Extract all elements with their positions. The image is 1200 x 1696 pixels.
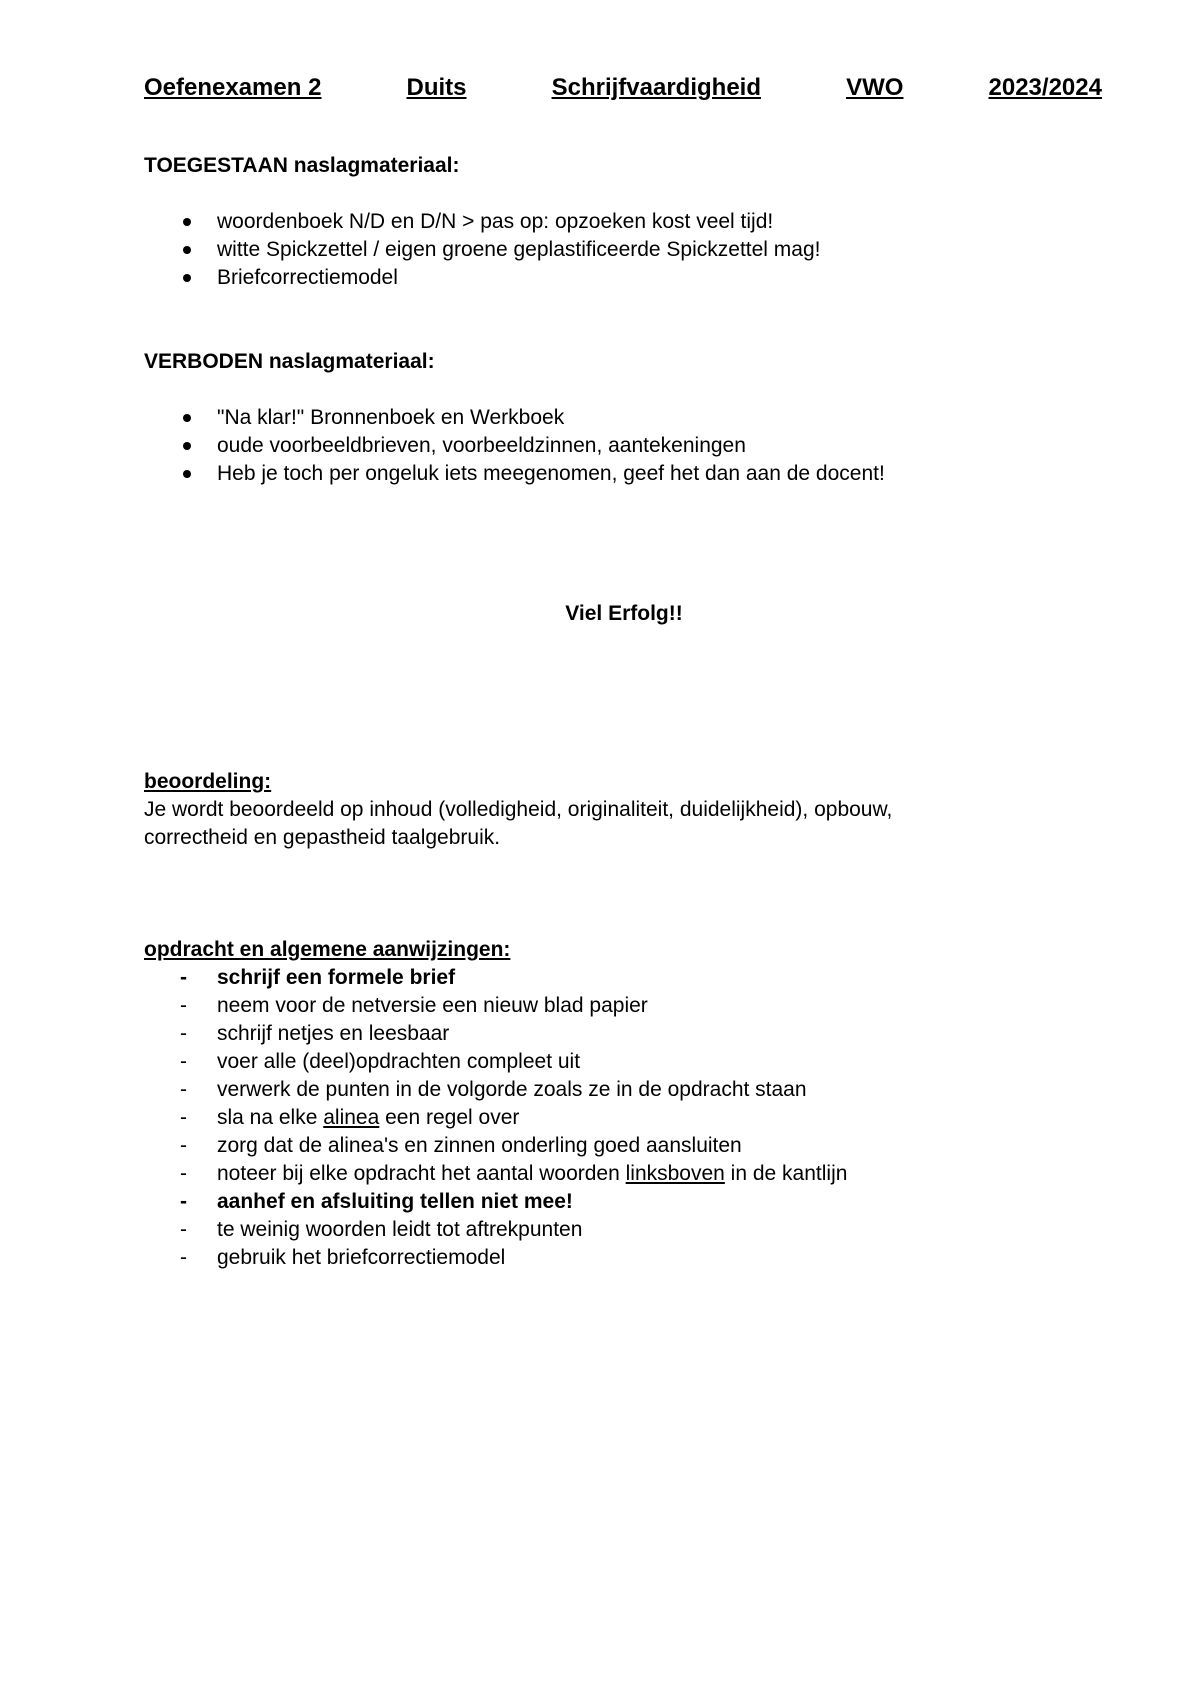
list-item (144, 1160, 1104, 1188)
title-skill: Schrijfvaardigheid (551, 74, 761, 101)
list-item: - zorg dat de alinea's en zinnen onderling goed aansluiten (144, 1132, 1104, 1160)
list-item: - neem voor de netversie een nieuw blad papier (144, 992, 1104, 1020)
list-item: Heb je toch per ongeluk iets meegenomen, geef het dan aan de docent! (144, 460, 1104, 488)
document-page (144, 70, 1104, 1272)
allowed-list (144, 208, 1104, 292)
underlined-word: linksboven (625, 1162, 725, 1185)
list-item: - te weinig woorden leidt tot aftrekpunten (144, 1216, 1104, 1244)
title-level: VWO (846, 74, 904, 101)
title-exam: Oefenexamen 2 (144, 74, 322, 101)
title-subject: Duits (406, 74, 467, 101)
assessment-text-line: Je wordt beoordeeld op inhoud (volledigheid, originaliteit, duidelijkheid), opbouw, (144, 798, 893, 821)
document-title (144, 70, 1102, 106)
assessment-text-line: correctheid en gepastheid taalgebruik. (144, 826, 501, 849)
list-item: - gebruik het briefcorrectiemodel (144, 1244, 1104, 1272)
item-text: een regel over (379, 1106, 520, 1129)
item-text: noteer bij elke opdracht het aantal woorden (217, 1162, 626, 1185)
forbidden-list (144, 404, 1104, 488)
list-item (144, 1104, 1104, 1132)
list-item: woordenboek N/D en D/N > pas op: opzoeken kost veel tijd! (144, 208, 1104, 236)
title-year: 2023/2024 (988, 74, 1102, 101)
list-item: - verwerk de punten in de volgorde zoals ze in de opdracht staan (144, 1076, 1104, 1104)
underlined-word: alinea (323, 1106, 380, 1129)
list-item: - schrijf netjes en leesbaar (144, 1020, 1104, 1048)
list-item: witte Spickzettel / eigen groene geplastificeerde Spickzettel mag! (144, 236, 1104, 264)
greeting: Viel Erfolg!! (565, 602, 683, 625)
instructions-list (144, 964, 1104, 1272)
list-item: oude voorbeeldbrieven, voorbeeldzinnen, aantekeningen (144, 432, 1104, 460)
item-text: sla na elke (217, 1106, 324, 1129)
forbidden-heading: VERBODEN naslagmateriaal: (144, 350, 435, 373)
list-item: - voer alle (deel)opdrachten compleet uit (144, 1048, 1104, 1076)
list-item: - aanhef en afsluiting tellen niet mee! (144, 1188, 1104, 1216)
list-item: Briefcorrectiemodel (144, 264, 1104, 292)
instructions-heading: opdracht en algemene aanwijzingen: (144, 938, 511, 961)
assessment-heading: beoordeling: (144, 770, 272, 793)
list-item: - schrijf een formele brief (144, 964, 1104, 992)
item-text: in de kantlijn (724, 1162, 848, 1185)
list-item: "Na klar!" Bronnenboek en Werkboek (144, 404, 1104, 432)
allowed-heading: TOEGESTAAN naslagmateriaal: (144, 154, 460, 177)
